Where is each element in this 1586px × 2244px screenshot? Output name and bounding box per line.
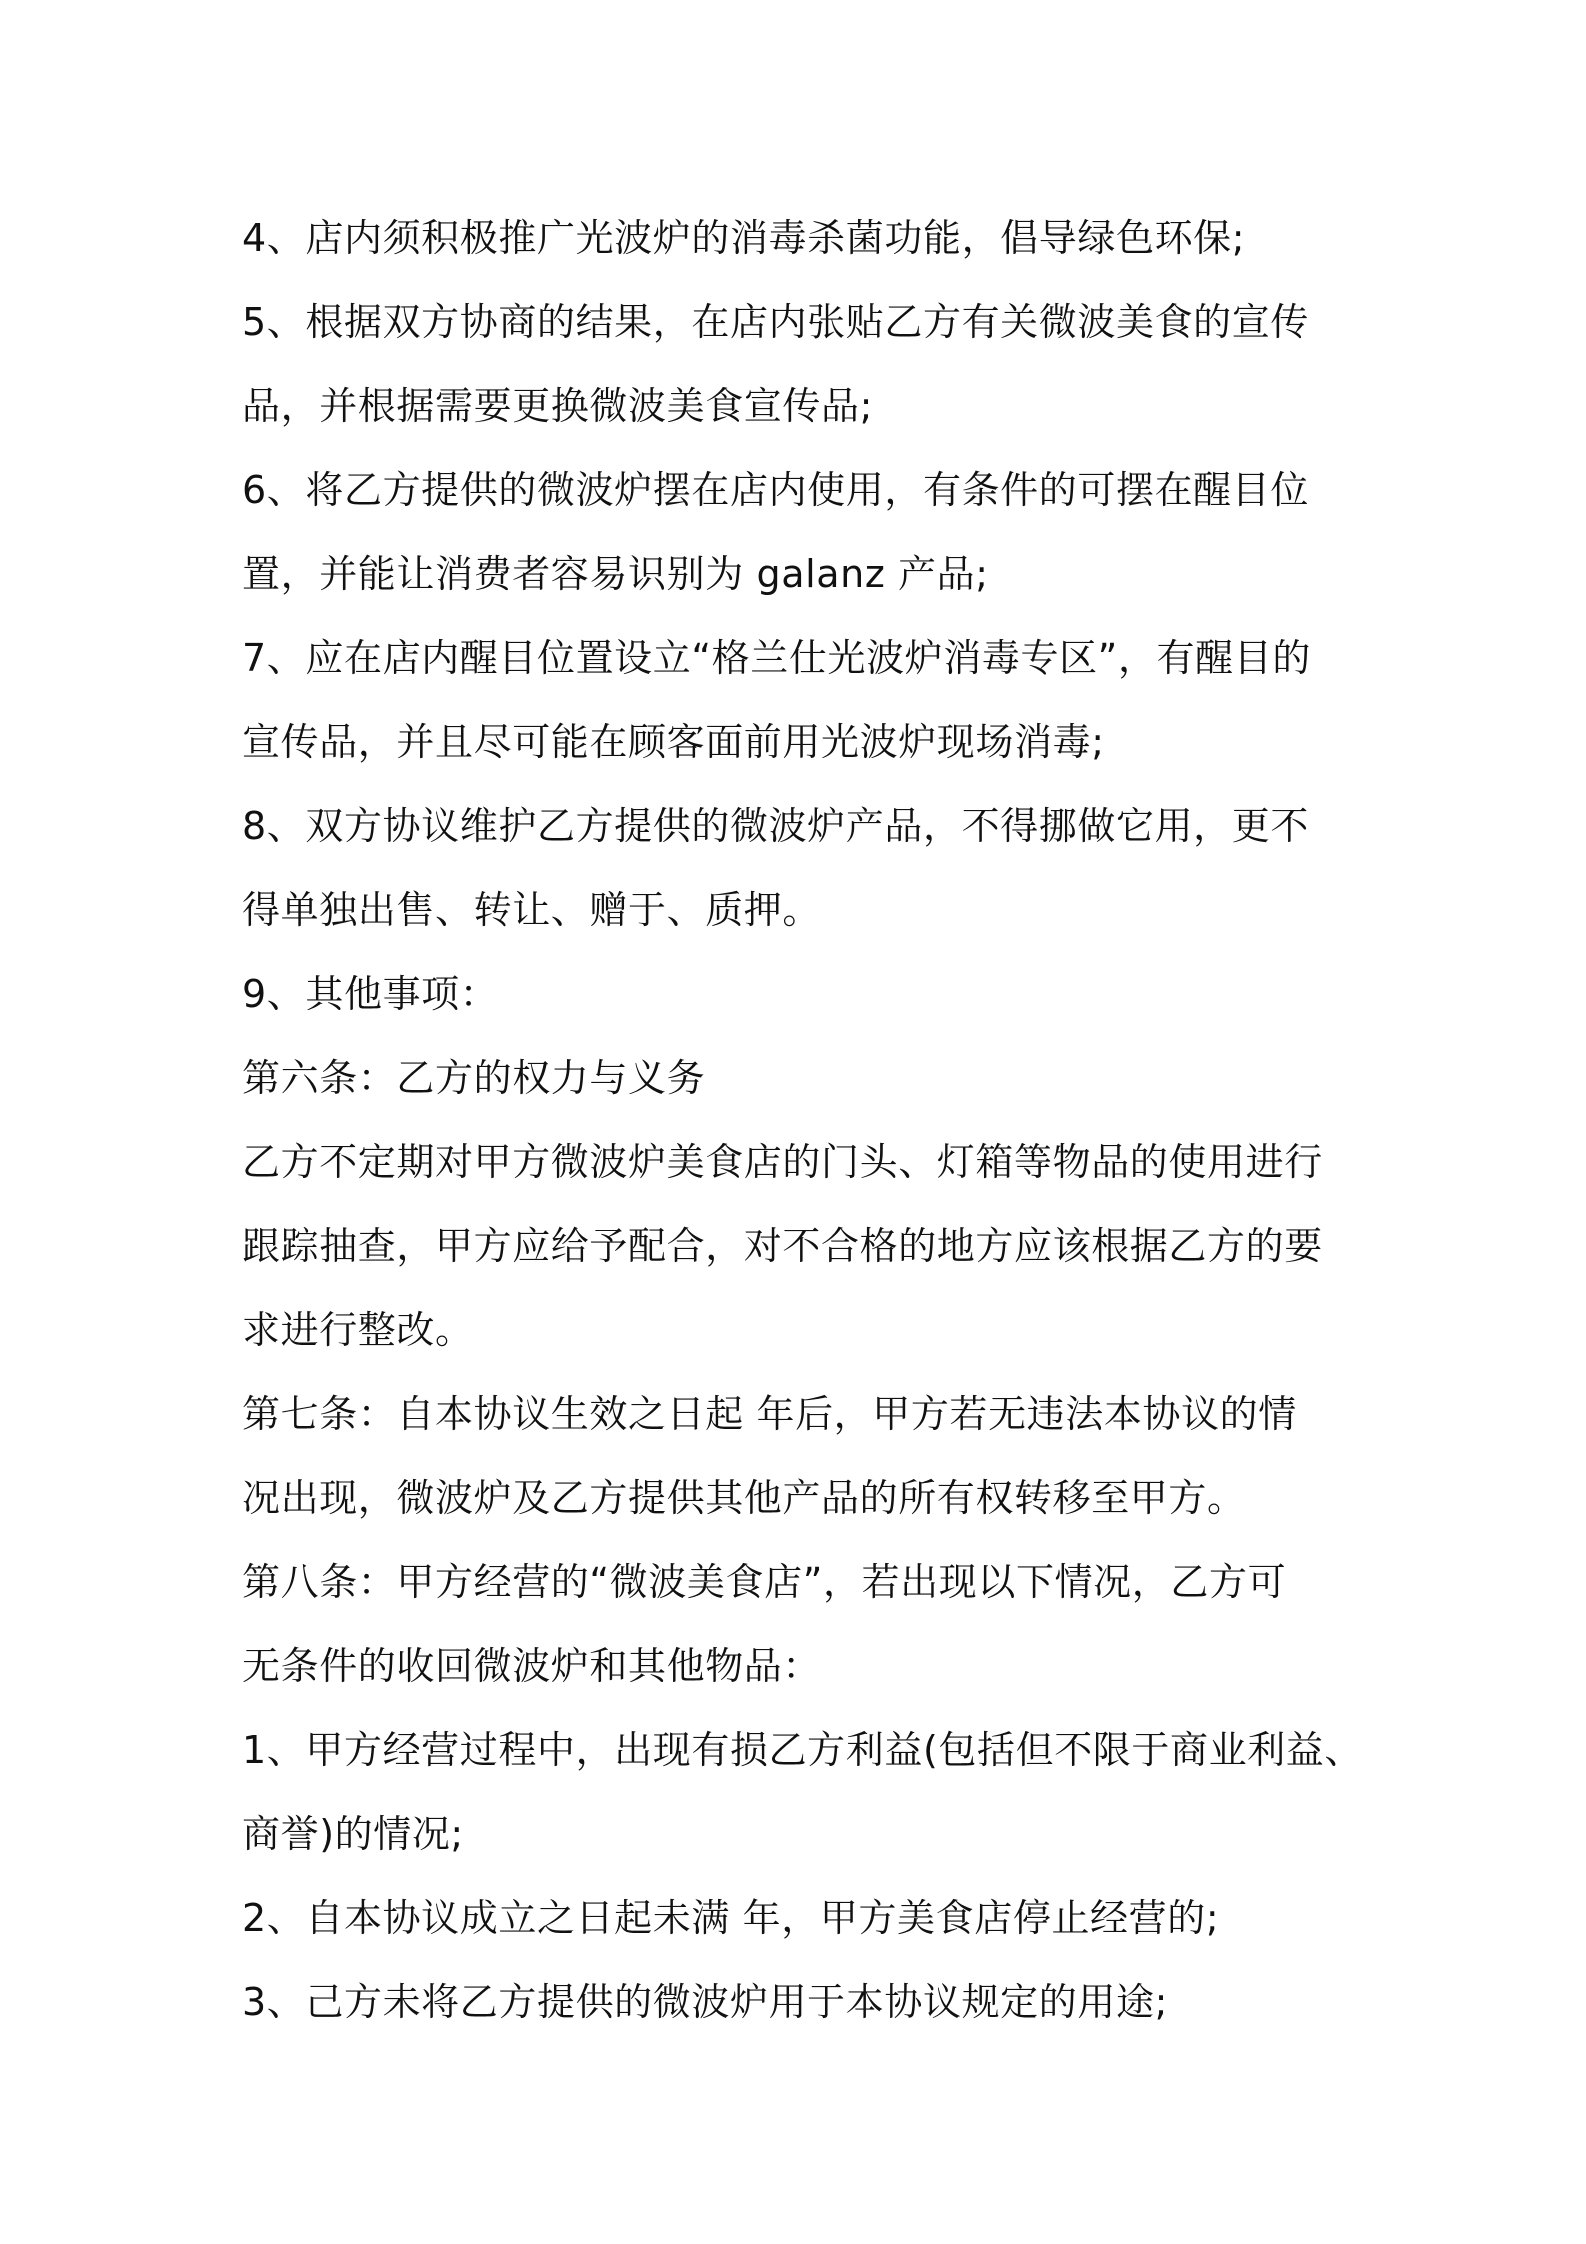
text-line: 5、根据双方协商的结果，在店内张贴乙方有关微波美食的宣传 <box>242 300 1309 344</box>
text-line: 1、甲方经营过程中，出现有损乙方利益(包括但不限于商业利益、 <box>242 1728 1364 1772</box>
article-heading: 第八条：甲方经营的“微波美食店”，若出现以下情况，乙方可 <box>242 1560 1287 1604</box>
text-line: 况出现，微波炉及乙方提供其他产品的所有权转移至甲方。 <box>242 1476 1246 1520</box>
document-body <box>242 196 1362 2044</box>
text-line: 宣传品，并且尽可能在顾客面前用光波炉现场消毒; <box>242 720 1105 764</box>
article-heading: 第七条：自本协议生效之日起 年后，甲方若无违法本协议的情 <box>242 1392 1297 1436</box>
text-line: 4、店内须积极推广光波炉的消毒杀菌功能，倡导绿色环保; <box>242 216 1246 260</box>
text-line: 求进行整改。 <box>242 1308 474 1352</box>
text-line: 3、己方未将乙方提供的微波炉用于本协议规定的用途; <box>242 1980 1168 2024</box>
text-line: 品，并根据需要更换微波美食宣传品; <box>242 384 874 428</box>
text-line: 7、应在店内醒目位置设立“格兰仕光波炉消毒专区”，有醒目的 <box>242 636 1311 680</box>
text-line: 8、双方协议维护乙方提供的微波炉产品，不得挪做它用，更不 <box>242 804 1309 848</box>
text-line: 得单独出售、转让、赠于、质押。 <box>242 888 822 932</box>
text-line: 乙方不定期对甲方微波炉美食店的门头、灯箱等物品的使用进行 <box>242 1140 1323 1184</box>
text-line: 无条件的收回微波炉和其他物品： <box>242 1644 822 1688</box>
text-line: 商誉)的情况; <box>242 1812 464 1856</box>
text-line: 置，并能让消费者容易识别为 galanz 产品; <box>242 552 989 596</box>
text-line: 9、其他事项： <box>242 972 499 1016</box>
text-line: 6、将乙方提供的微波炉摆在店内使用，有条件的可摆在醒目位 <box>242 468 1309 512</box>
article-heading: 第六条：乙方的权力与义务 <box>242 1056 706 1100</box>
text-line: 2、自本协议成立之日起未满 年，甲方美食店停止经营的; <box>242 1896 1220 1940</box>
text-line: 跟踪抽查，甲方应给予配合，对不合格的地方应该根据乙方的要 <box>242 1224 1323 1268</box>
